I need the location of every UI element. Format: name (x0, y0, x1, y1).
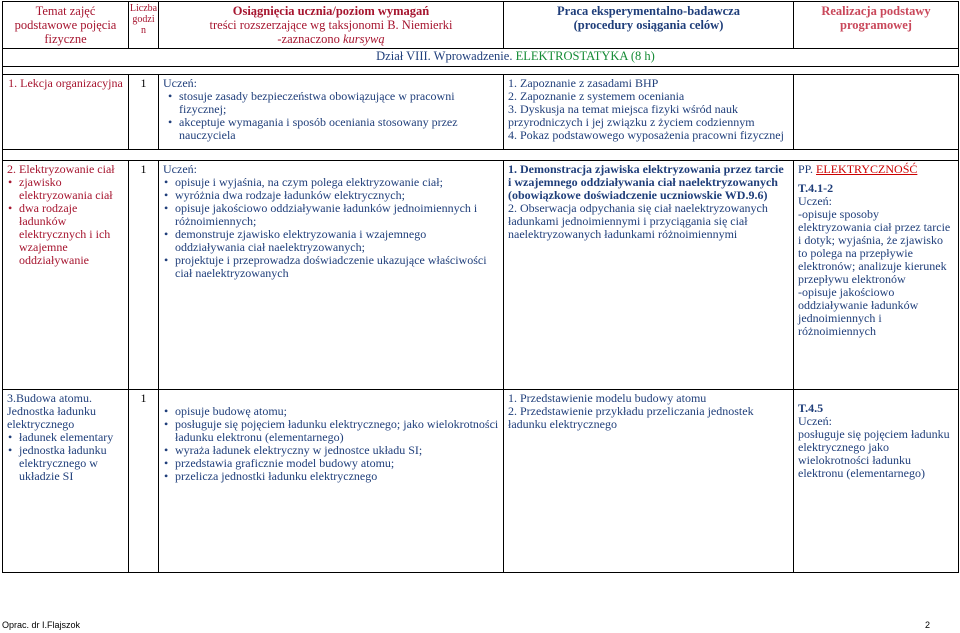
header-outcomes-sub: treści rozszerzające wg taksjonomi B. Niemierki (209, 18, 453, 32)
row-lekcja (3, 75, 959, 150)
row2-core-pp: PP. (798, 162, 817, 176)
row1-lead: Uczeń: (163, 76, 197, 90)
row3-topic-title: 3.Budowa atomu. Jednostka ładunku elektrycznego (7, 391, 96, 431)
row3-outcome: • wyraża ładunek elektryczny w jednostce układu SI; (173, 444, 499, 457)
row3-outcome: • opisuje budowę atomu; (173, 405, 499, 418)
row3-core-code: T.4.5 (798, 401, 824, 415)
footer-author: Oprac. dr I.Flajszok (2, 620, 81, 630)
row3-topic-item: • jednostka ładunku elektrycznego w układzie SI (17, 444, 124, 483)
row2-outcome: • projektuje i przeprowadza doświadczenie ukazujące właściwości ciał naelektryzowanych (173, 254, 499, 280)
row1-practice-item: 2. Zapoznanie z systemem oceniania (508, 89, 685, 103)
row2-outcome: • wyróżnia dwa rodzaje ładunków elektrycznych; (173, 189, 499, 202)
header-practice-sub: (procedury osiągania celów) (573, 18, 724, 32)
row3-outcome: • przelicza jednostki ładunku elektrycznego (173, 470, 499, 483)
header-practice-title: Praca eksperymentalno-badawcza (557, 4, 740, 18)
row1-outcomes (159, 75, 504, 150)
section-title-green: ELEKTROSTATYKA (8 h) (515, 49, 655, 63)
row3-practice-item: 1. Przedstawienie modelu budowy atomu (508, 391, 707, 405)
row2-core-text: -opisuje jakościowo oddziaływanie ładunków jednoimiennych i różnoimiennych (798, 285, 919, 338)
curriculum-table (2, 1, 959, 573)
row2-practice-item: 2. Obserwacja odpychania się ciał naelektryzowanych ładunkami jednoimiennymi i przyciągania się ciał naelektryzowanych ładunkami różnoimiennymi (508, 201, 768, 241)
header-topic (3, 2, 129, 49)
footer-page-number: 2 (925, 620, 931, 630)
row2-outcome: • demonstruje zjawisko elektryzowania i wzajemnego oddziaływania ciał naelektryzowanych; (173, 228, 499, 254)
row3-outcomes (159, 390, 504, 573)
row2-practice (504, 161, 794, 390)
row2-core-pp-red: ELEKTRYCZNOŚĆ (816, 162, 918, 176)
row2-topic-title: 2. Elektryzowanie ciał (7, 162, 115, 176)
row2-outcome: • opisuje i wyjaśnia, na czym polega elektryzowanie ciał; (173, 176, 499, 189)
header-core (794, 2, 959, 49)
row3-hours-value: 1 (140, 391, 147, 405)
row1-practice-item: 3. Dyskusja na temat miejsca fizyki wśród nauk przyrodniczych i jej związku z życiem codziennym (508, 102, 755, 129)
row1-practice-item: 1. Zapoznanie z zasadami BHP (508, 76, 659, 90)
header-outcomes (159, 2, 504, 49)
row3-outcome: • przedstawia graficznie model budowy atomu; (173, 457, 499, 470)
row2-topic-item: • dwa rodzaje ładunków elektrycznych i ich wzajemne oddziaływanie (17, 202, 124, 267)
row1-practice (504, 75, 794, 150)
row2-core-lead: Uczeń: (798, 194, 832, 208)
row1-outcome: • stosuje zasady bezpieczeństwa obowiązujące w pracowni fizycznej; (177, 90, 499, 116)
row2-hours-value: 1 (140, 162, 147, 176)
row2-topic (3, 161, 129, 390)
header-topic-label: Temat zajęć podstawowe pojęcia fizyczne (14, 4, 117, 46)
row1-hours (129, 75, 159, 150)
row1-outcome: • akceptuje wymagania i sposób oceniania stosowany przez nauczyciela (177, 116, 499, 142)
row1-topic-text: 1. Lekcja organizacyjna (8, 76, 123, 90)
spacer-row (3, 67, 959, 75)
row3-practice-item: 2. Przedstawienie przykładu przeliczania jednostek ładunku elektrycznego (508, 404, 754, 431)
section-title (3, 50, 958, 63)
row1-core (794, 75, 959, 150)
row3-core (794, 390, 959, 573)
row2-core-code: T.4.1-2 (798, 181, 834, 195)
row1-practice-item: 4. Pokaz podstawowego wyposażenia pracowni fizycznej (508, 128, 784, 142)
row2-outcome: • opisuje jakościowo oddziaływanie ładunków jednoimiennych i różnoimiennych; (173, 202, 499, 228)
row2-topic-item: • zjawisko elektryzowania ciał (17, 176, 124, 202)
row3-topic-item: • ładunek elementary (17, 431, 124, 444)
row3-core-lead: Uczeń: (798, 414, 832, 428)
row2-hours (129, 161, 159, 390)
row3-topic (3, 390, 129, 573)
row2-lead: Uczeń: (163, 162, 197, 176)
row1-hours-value: 1 (140, 76, 147, 90)
header-hours-line3: n (141, 25, 146, 36)
header-outcomes-note-italic: kursywą (342, 32, 385, 46)
row-atom (3, 390, 959, 573)
row3-core-text: posługuje się pojęciem ładunku elektrycznego jako wielokrotności ładunku elektronu (elementarnego) (798, 427, 950, 480)
row3-practice (504, 390, 794, 573)
section-title-prefix: Dział VIII. Wprowadzenie. (376, 49, 516, 63)
row3-hours (129, 390, 159, 573)
row2-core (794, 161, 959, 390)
header-outcomes-title: Osiągnięcia ucznia/poziom wymagań (232, 4, 430, 18)
row2-outcomes (159, 161, 504, 390)
row1-topic (3, 75, 129, 150)
section-title-cell (3, 49, 959, 67)
row2-core-text: -opisuje sposoby elektryzowania ciał przez tarcie i dotyk; wyjaśnia, że zjawisko to polega na przepływie elektronów; analizuje kierunek przepływu elektronów (798, 207, 951, 286)
row2-practice-bold: 1. Demonstracja zjawiska elektryzowania przez tarcie i wzajemnego oddziaływania ciał naelektryzowanych (obowiązkowe doświadczenie uczniowskie WD.9.6) (508, 162, 784, 202)
header-row (3, 2, 959, 49)
header-practice (504, 2, 794, 49)
header-hours-line1: Liczba (129, 3, 158, 14)
spacer-row (3, 150, 959, 161)
header-hours (129, 2, 159, 49)
header-core-label: Realizacja podstawy programowej (821, 4, 931, 32)
row3-outcome: • posługuje się pojęciem ładunku elektrycznego; jako wielokrotności ładunku elektronu (elementarnego) (173, 418, 499, 444)
row-elektryzowanie (3, 161, 959, 390)
header-outcomes-note: -zaznaczono (277, 32, 343, 46)
section-title-row (3, 49, 959, 67)
header-hours-line2: godzi (132, 14, 155, 25)
